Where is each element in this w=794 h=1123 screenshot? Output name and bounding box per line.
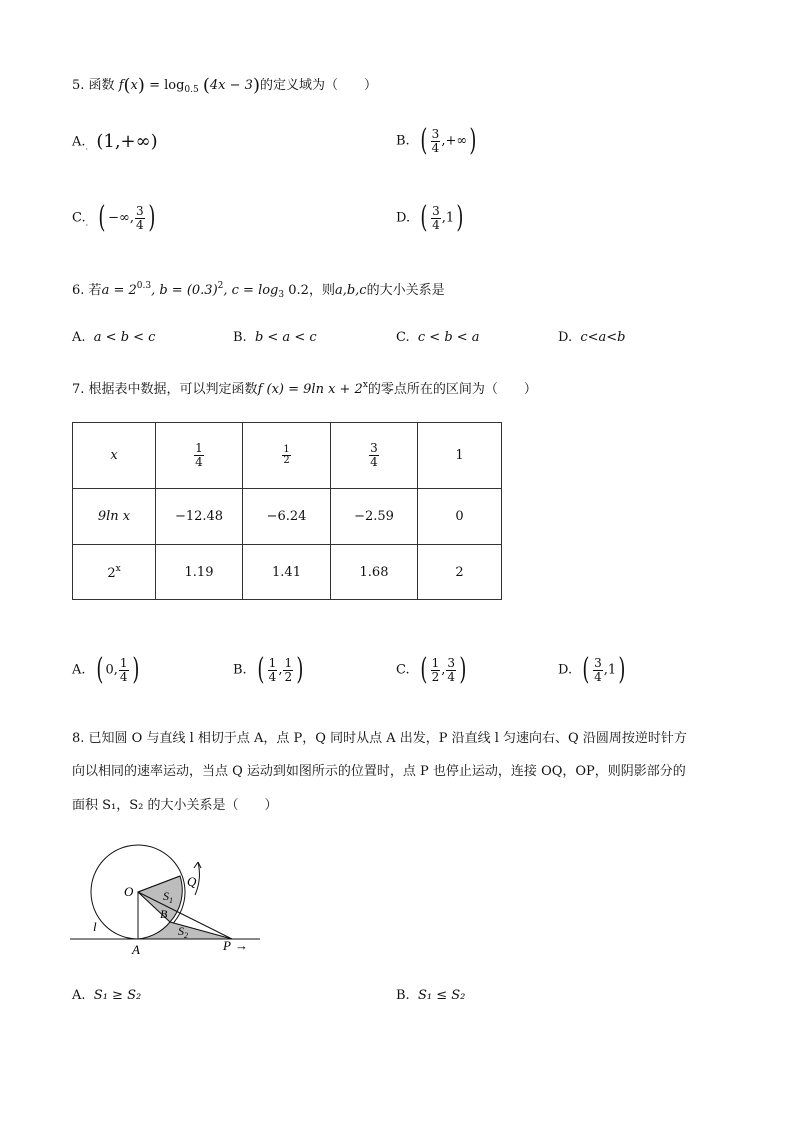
q6-option-b[interactable]: B. b < a < c: [233, 330, 317, 345]
table-cell: 1.41: [243, 545, 331, 600]
label-b: B: [160, 907, 168, 921]
label-o: O: [124, 884, 134, 899]
q6-stem: 6. 若$a = 2^{0.3}$, $b = (0.3)^2$, $c = \log_3 0.2$，则a,b,c的大小关系是: [72, 281, 445, 300]
q8-stem-line2: 向以相同的速率运动，当点 Q 运动到如图所示的位置时，点 P 也停止运动，连接 OQ，OP，则阴影部分的: [72, 764, 686, 779]
q7-data-table: [72, 422, 502, 600]
table-cell: $\frac{1}{4}$: [156, 423, 243, 489]
q7-option-d[interactable]: D. ( $\frac{3}{4}$ ,1): [558, 652, 626, 687]
table-cell: 1.19: [156, 545, 243, 600]
q5-option-b[interactable]: B. ( $\frac{3}{4}$ ,+∞): [396, 123, 477, 158]
q7-option-a[interactable]: A. ( 0, $\frac{1}{4}$ ): [72, 652, 139, 687]
label-l: l: [93, 919, 97, 934]
q8-stem-line1: 8. 已知圆 O 与直线 l 相切于点 A，点 P，Q 同时从点 A 出发，P 沿直线 l 匀速向右、Q 沿圆周按逆时针方: [72, 731, 687, 746]
table-cell: 9ln x: [73, 489, 156, 545]
table-cell: 0: [418, 489, 502, 545]
table-cell: 1.68: [331, 545, 418, 600]
q5-stem: 5. 函数 $f(x) = \log_{0.5} (4x - 3)$的定义域为（ ）: [72, 74, 377, 96]
table-header-row: [73, 423, 502, 489]
table-cell: −12.48: [156, 489, 243, 545]
label-q: Q: [187, 874, 197, 889]
q7-option-b[interactable]: B. ( $\frac{1}{4}$ , $\frac{1}{2}$ ): [233, 652, 304, 687]
table-cell: 2: [418, 545, 502, 600]
label-s1: $S_1$: [163, 889, 173, 905]
table-row: [73, 489, 502, 545]
arrowhead-icon: [194, 862, 201, 868]
q6-option-c[interactable]: C. c < b < a: [396, 330, 480, 345]
table-cell: −6.24: [243, 489, 331, 545]
label-a: A: [132, 942, 140, 957]
table-cell: 1: [418, 423, 502, 489]
q5-option-c[interactable]: $C._.$ ( −∞, $\frac{3}{4}$ ): [72, 200, 156, 235]
q8-figure: [60, 840, 280, 960]
q7-option-c[interactable]: C. ( $\frac{1}{2}$ , $\frac{3}{4}$ ): [396, 652, 467, 687]
q8-option-a[interactable]: A. S₁ ≥ S₂: [72, 988, 142, 1003]
label-p: P: [223, 938, 231, 953]
q7-stem: 7. 根据表中数据，可以判定函数f (x) = 9ln $x + 2^x$的零点所在的区间为（ ）: [72, 380, 537, 397]
q6-option-d[interactable]: D. c<a<b: [558, 330, 626, 345]
q6-option-a[interactable]: A. a < b < c: [72, 330, 156, 345]
table-cell: −2.59: [331, 489, 418, 545]
table-row: [73, 545, 502, 600]
q8-stem-line3: 面积 S₁，S₂ 的大小关系是（ ）: [72, 798, 278, 813]
q5-option-a[interactable]: $A._.$ (1,+∞): [72, 131, 158, 152]
q5-option-d[interactable]: D. ( $\frac{3}{4}$ ,1): [396, 200, 464, 235]
q8-option-b[interactable]: B. S₁ ≤ S₂: [396, 988, 466, 1003]
table-cell: $\frac{3}{4}$: [331, 423, 418, 489]
arrow-right-icon: →: [235, 938, 248, 953]
label-s2: $S_2$: [178, 924, 188, 940]
table-cell: $\frac{1}{2}$: [243, 423, 331, 489]
table-cell: x: [73, 423, 156, 489]
table-cell: 2$^x$: [73, 545, 156, 600]
